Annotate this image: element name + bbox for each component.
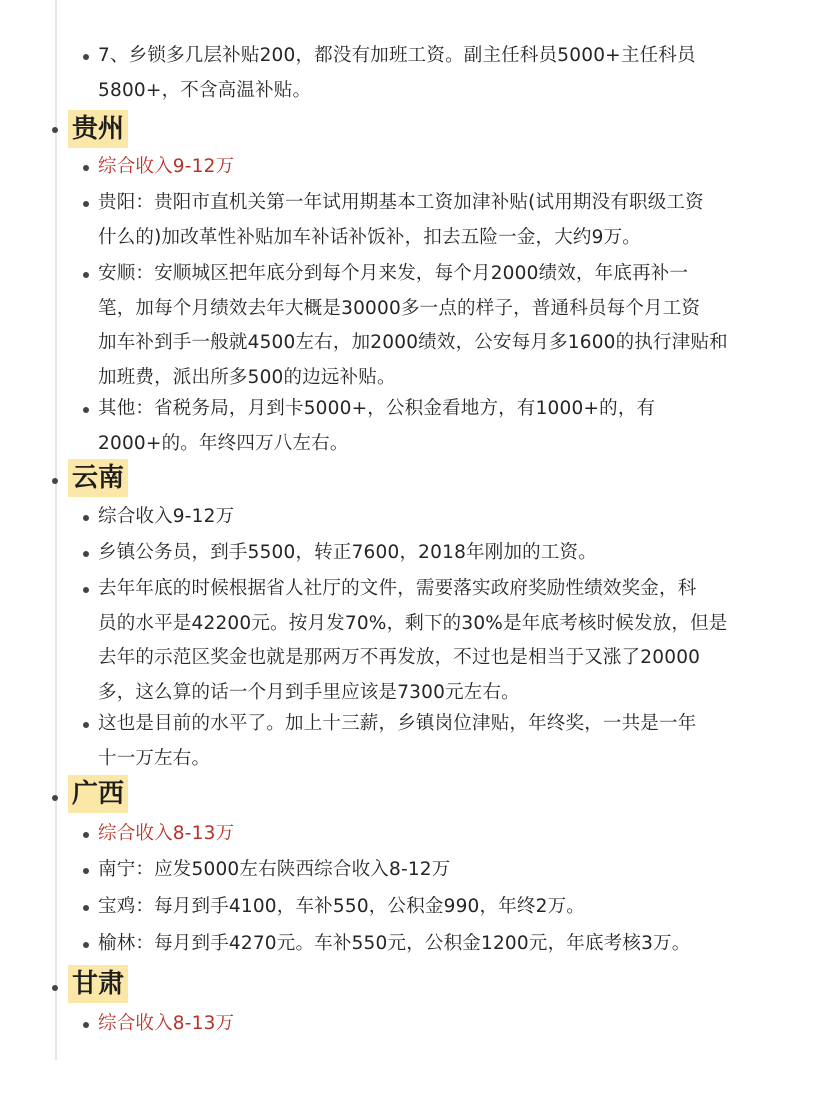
list-item-line: 去年年底的时候根据省人社厅的文件，需要落实政府奖励性绩效奖金，科 xyxy=(98,578,697,599)
section-bullet-icon xyxy=(52,795,58,801)
list-item-line: 5800+，不含高温补贴。 xyxy=(98,79,312,101)
list-item xyxy=(98,257,758,395)
list-item-line: 贵阳：贵阳市直机关第一年试用期基本工资加津补贴(试用期没有职级工资 xyxy=(98,192,704,213)
list-item xyxy=(98,890,758,925)
section-heading-yunnan: 云南 xyxy=(68,459,128,497)
list-item-line: 榆林：每月到手4270元。车补550元，公积金1200元，年底考核3万。 xyxy=(98,933,691,954)
list-item-line: 加班费，派出所多500的边远补贴。 xyxy=(98,366,396,388)
list-item xyxy=(98,536,758,571)
list-item-line: 多，这么算的话一个月到手里应该是7300元左右。 xyxy=(98,681,520,703)
list-item-line: 笔，加每个月绩效去年大概是30000多一点的样子，普通科员每个月工资 xyxy=(98,297,701,319)
list-item-line: 安顺：安顺城区把年底分到每个月来发，每个月2000绩效，年底再补一 xyxy=(98,263,689,284)
list-item-line: 宝鸡：每月到手4100，车补550，公积金990，年终2万。 xyxy=(98,896,585,917)
list-item xyxy=(98,39,758,108)
bullet-icon xyxy=(83,942,89,948)
list-item-line: 其他：省税务局，月到卡5000+，公积金看地方，有1000+的，有 xyxy=(98,398,656,419)
bullet-icon xyxy=(83,201,89,207)
bullet-icon xyxy=(83,407,89,413)
bullet-icon xyxy=(83,587,89,593)
bullet-icon xyxy=(83,868,89,874)
bullet-icon xyxy=(83,54,89,60)
list-item-line: 乡镇公务员，到手5500，转正7600，2018年刚加的工资。 xyxy=(98,542,597,563)
section-bullet-icon xyxy=(52,478,58,484)
list-item xyxy=(98,392,758,461)
list-item-line: 综合收入9-12万 xyxy=(98,506,235,527)
section-heading-guangxi: 广西 xyxy=(68,775,128,813)
list-item-line: 员的水平是42200元。按月发70%，剩下的30%是年底考核时候发放，但是 xyxy=(98,612,728,634)
list-item-line: 去年的示范区奖金也就是那两万不再发放，不过也是相当于又涨了20000 xyxy=(98,647,701,668)
list-item xyxy=(98,150,758,185)
list-item-line: 2000+的。年终四万八左右。 xyxy=(98,432,349,454)
bullet-icon xyxy=(83,551,89,557)
list-item xyxy=(98,927,758,962)
list-item-line: 综合收入8-13万 xyxy=(98,1013,235,1034)
list-item-line: 综合收入9-12万 xyxy=(98,156,235,177)
list-item xyxy=(98,853,758,888)
outline-guide-line xyxy=(55,0,57,1060)
bullet-icon xyxy=(83,1022,89,1028)
list-item-line: 加车补到手一般就4500左右，加2000绩效，公安每月多1600的执行津贴和 xyxy=(98,332,728,353)
list-item-line: 7、乡锁多几层补贴200，都没有加班工资。副主任科员5000+主任科员 xyxy=(98,45,696,66)
bullet-icon xyxy=(83,515,89,521)
list-item xyxy=(98,500,758,535)
list-item xyxy=(98,186,758,255)
section-bullet-icon xyxy=(52,985,58,991)
list-item xyxy=(98,572,758,710)
bullet-icon xyxy=(83,165,89,171)
list-item-line: 综合收入8-13万 xyxy=(98,823,235,844)
section-heading-gansu: 甘肃 xyxy=(68,965,128,1003)
section-bullet-icon xyxy=(52,127,58,133)
list-item xyxy=(98,817,758,852)
list-item-line: 十一万左右。 xyxy=(98,747,211,769)
list-item-line: 南宁：应发5000左右陕西综合收入8-12万 xyxy=(98,859,451,880)
bullet-icon xyxy=(83,832,89,838)
bullet-icon xyxy=(83,905,89,911)
bullet-icon xyxy=(83,272,89,278)
list-item-line: 这也是目前的水平了。加上十三薪，乡镇岗位津贴，年终奖，一共是一年 xyxy=(98,713,697,734)
list-item xyxy=(98,1007,758,1042)
list-item-line: 什么的)加改革性补贴加车补话补饭补，扣去五险一金，大约9万。 xyxy=(98,226,641,248)
section-heading-guizhou: 贵州 xyxy=(68,110,128,148)
list-item xyxy=(98,707,758,776)
bullet-icon xyxy=(83,722,89,728)
